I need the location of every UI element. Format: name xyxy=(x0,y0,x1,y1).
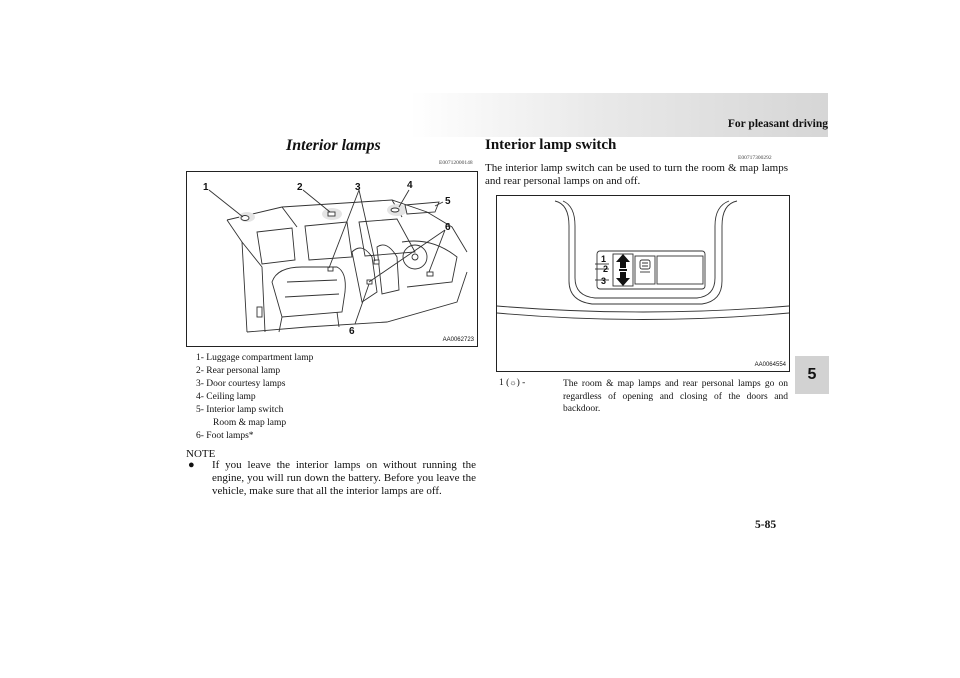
header-band xyxy=(410,93,828,137)
bullet-icon: ● xyxy=(188,459,195,471)
legend-item: 1- Luggage compartment lamp xyxy=(196,353,314,363)
car-interior-illustration xyxy=(187,172,477,346)
figure-legend xyxy=(196,352,313,443)
note-text xyxy=(186,459,476,498)
legend-item: 4- Ceiling lamp xyxy=(196,392,256,402)
callout-2: 2 xyxy=(297,182,303,193)
legend-item: 2- Rear personal lamp xyxy=(196,366,281,376)
section-title: For pleasant driving xyxy=(727,118,828,130)
note-body: If you leave the interior lamps on without running the engine, you will run down the battery. Before you leave the vehicle, make sure that all the interior lamps are off. xyxy=(212,459,476,497)
switch-position-2: 2 xyxy=(603,264,609,274)
section-code: E00717300292 xyxy=(738,155,772,161)
definition-term: 1 (☼) - xyxy=(499,378,526,388)
legend-item: 6- Foot lamps* xyxy=(196,431,254,441)
figure-code: AA0064554 xyxy=(754,362,786,368)
heading-interior-lamps: Interior lamps xyxy=(286,137,381,154)
note-label: NOTE xyxy=(186,448,216,460)
callout-1: 1 xyxy=(203,182,209,193)
page-number: 5-85 xyxy=(755,519,777,531)
room-lamp-icon: ☼ xyxy=(509,378,517,387)
callout-6-top: 6 xyxy=(445,222,451,233)
legend-item: 3- Door courtesy lamps xyxy=(196,379,286,389)
callout-5: 5 xyxy=(445,196,451,207)
figure-lamp-switch xyxy=(496,195,790,372)
figure-car-interior xyxy=(186,171,478,347)
chapter-tab: 5 xyxy=(795,356,829,394)
heading-interior-lamp-switch: Interior lamp switch xyxy=(485,137,617,153)
figure-code: AA0062723 xyxy=(442,337,474,343)
switch-position-1: 1 xyxy=(601,254,607,264)
legend-item: 5- Interior lamp switch xyxy=(196,405,284,415)
intro-paragraph: The interior lamp switch can be used to turn the room & map lamps and rear personal lamps on and off. xyxy=(485,162,788,187)
lamp-switch-illustration xyxy=(497,196,789,371)
callout-3: 3 xyxy=(355,182,361,193)
definition-description: The room & map lamps and rear personal lamps go on regardless of opening and closing of the doors and backdoor. xyxy=(563,379,788,414)
legend-item: Room & map lamp xyxy=(213,418,287,428)
section-code: E00712000148 xyxy=(439,160,473,166)
switch-position-3: 3 xyxy=(601,276,607,286)
callout-6-bottom: 6 xyxy=(349,326,355,337)
callout-4: 4 xyxy=(407,180,413,191)
